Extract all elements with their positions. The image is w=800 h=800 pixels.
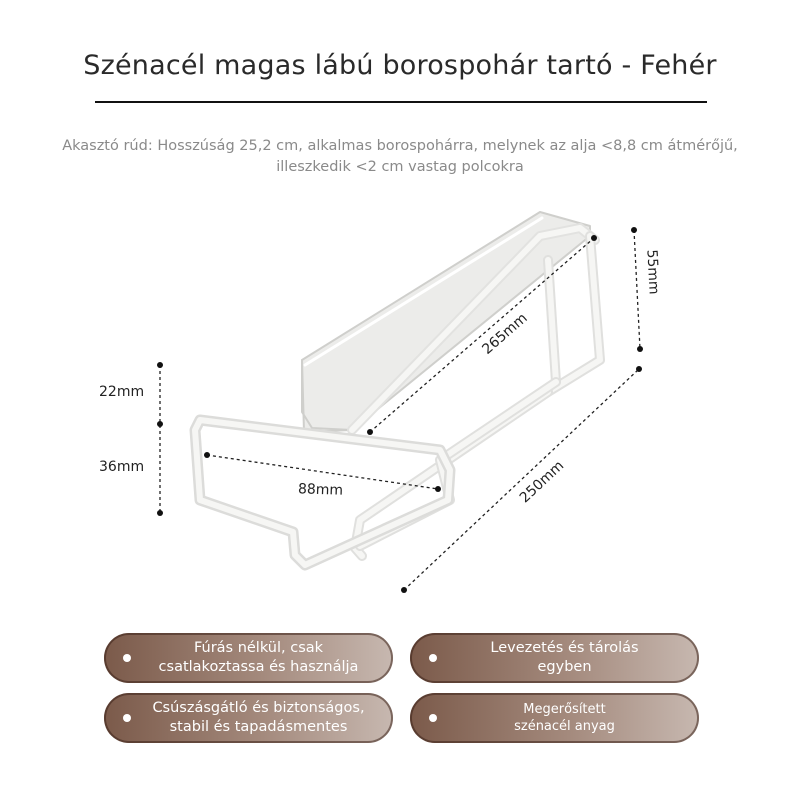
dimension-label-22mm: 22mm xyxy=(99,384,145,400)
description-line-2: illeszkedik <2 cm vastag polcokra xyxy=(276,159,524,175)
bullet-icon xyxy=(123,654,131,662)
feature-line: csatlakoztassa és használja xyxy=(158,659,359,675)
feature-line: Levezetés és tárolás xyxy=(490,640,639,656)
bullet-icon xyxy=(123,714,131,722)
feature-line: Fúrás nélkül, csak xyxy=(193,640,324,656)
dimension-label-250mm: 250mm xyxy=(516,457,568,507)
page-title: Szénacél magas lábú borospohár tartó - Fehér xyxy=(83,50,717,81)
feature-no-drilling xyxy=(104,633,393,683)
feature-drain-storage xyxy=(410,633,699,683)
description-line-1: Akasztó rúd: Hosszúság 25,2 cm, alkalmas borospohárra, melynek az alja <8,8 cm átmérőjű, xyxy=(62,138,738,154)
dimension-label-36mm: 36mm xyxy=(99,459,145,475)
dimension-lines xyxy=(157,227,643,593)
dimension-label-265mm: 265mm xyxy=(479,310,531,358)
feature-line: szénacél anyag xyxy=(514,719,615,734)
bullet-icon xyxy=(429,714,437,722)
feature-anti-slip xyxy=(104,693,393,743)
dimension-label-55mm: 55mm xyxy=(643,249,662,295)
feature-line: stabil és tapadásmentes xyxy=(169,719,348,735)
feature-line: Megerősített xyxy=(523,702,606,717)
feature-line: egyben xyxy=(537,659,592,675)
bullet-icon xyxy=(429,654,437,662)
wine-glass-rack xyxy=(195,212,600,565)
feature-line: Csúszásgátló és biztonságos, xyxy=(152,700,365,716)
feature-reinforced-steel xyxy=(410,693,699,743)
dimension-label-88mm: 88mm xyxy=(297,481,344,499)
